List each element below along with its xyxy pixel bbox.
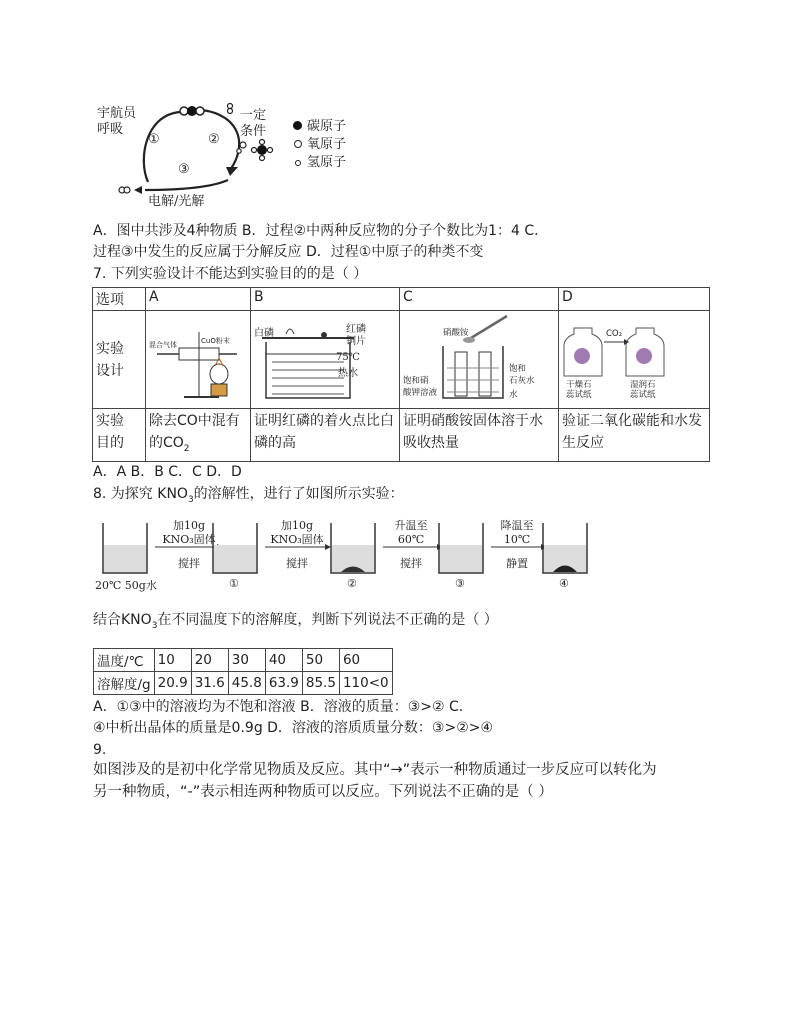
step-1: ①: [148, 132, 160, 147]
q9-line2: 另一种物质，“-”表示相连两种物质可以反应。下列说法不正确的是（ ）: [93, 784, 553, 800]
q7-header-row: [93, 288, 710, 311]
astronaut-label: 宇航员 呼吸: [97, 106, 137, 137]
design-a: 混合气体 CuO粉末: [146, 311, 251, 409]
step-2: ②: [208, 132, 220, 147]
q9-line1: 如图涉及的是初中化学常见物质及反应。其中“→”表示一种物质通过一步反应可以转化为: [93, 762, 657, 778]
legend-carbon: 碳原子: [293, 118, 346, 136]
q7-table: [92, 287, 710, 462]
solubility-row: 溶解度/g 20.9 31.6 45.8 63.9 85.5 110<0: [94, 672, 393, 695]
beaker-1: [213, 523, 257, 573]
beaker-3: [439, 523, 483, 573]
legend-hydrogen: 氢原子: [293, 154, 346, 172]
design-label: 实验设计: [93, 311, 146, 409]
purpose-d: 验证二氧化碳能和水发生反应: [559, 409, 710, 462]
arrow-head-3: [134, 186, 142, 194]
design-b: 白磷 红磷 铜片 75℃ 热水: [251, 311, 400, 409]
solubility-table: [93, 648, 393, 695]
cycle-arc-3: [145, 180, 228, 190]
q8-options-line2: ④中析出晶体的质量是0.9g D．溶液的溶质质量分数：③>②>④: [93, 720, 494, 736]
q7-design-row: [93, 311, 710, 409]
temperature-row: 温度/℃ 10 20 30 40 50 60: [94, 649, 393, 672]
condition-label: 一定 条件: [240, 108, 267, 139]
header-c: C: [400, 288, 559, 311]
q9-number: 9.: [93, 742, 107, 758]
beaker-start: [103, 523, 147, 573]
q6-cycle-figure: [90, 100, 390, 210]
q7-stem: 7. 下列实验设计不能达到实验目的的是（ ）: [93, 266, 368, 282]
legend-oxygen: 氧原子: [293, 136, 346, 154]
header-option: 选项: [93, 288, 146, 311]
ch4-molecule: [252, 140, 273, 161]
purpose-label: 实验目的: [93, 409, 146, 462]
q6-options-line2: 过程③中发生的反应属于分解反应 D．过程①中原子的种类不变: [93, 244, 484, 260]
q8-prompt: 结合$KNO_3$在不同温度下的溶解度，判断下列说法不正确的是（ ）: [93, 612, 498, 631]
h2-molecule-bottom: [119, 187, 130, 193]
design-d: CO₂ 干燥石 蕊试纸 湿润石 蕊试纸: [559, 311, 710, 409]
co2-molecule: [180, 106, 204, 116]
design-c: 硝酸铵 饱和硝 酸钾溶液 饱和 石灰水 水: [400, 311, 559, 409]
electrolysis-label: 电解/光解: [148, 194, 205, 209]
start-label: 20℃ 50g水: [95, 579, 157, 592]
q8-experiment-figure: 加10g KNO₃固体 搅拌 加10g KNO₃固体 搅拌 升温至 60℃ 搅拌 降温至 10℃ 静置 20℃ 50g水 ① ② ③ ④: [95, 515, 595, 595]
beaker-2: [331, 523, 375, 573]
purpose-c: 证明硝酸铵固体溶于水吸收热量: [400, 409, 559, 462]
purpose-b: 证明红磷的着火点比白磷的高: [251, 409, 400, 462]
beaker-4: [543, 523, 587, 573]
header-d: D: [559, 288, 710, 311]
q8-options-line1: A．①③中的溶液均为不饱和溶液 B．溶液的质量：③>② C．: [93, 699, 473, 715]
q8-stem: 8. 为探究 $KNO_3$的溶解性，进行了如图所示实验：: [93, 486, 404, 505]
purpose-a: 除去CO中混有 的$CO_2$: [146, 409, 251, 462]
q6-options-line1: A．图中共涉及4种物质 B．过程②中两种反应物的分子个数比为1：4 C．: [93, 223, 549, 239]
cycle-arc-1: [144, 112, 180, 182]
legend: [293, 118, 346, 172]
q7-purpose-row: [93, 409, 710, 462]
arrow-head-2: [226, 167, 238, 176]
q7-options: A．A B．B C．C D．D: [93, 464, 242, 480]
header-b: B: [251, 288, 400, 311]
h2-molecule-top: [228, 104, 233, 114]
step-3: ③: [178, 162, 190, 177]
header-a: A: [146, 288, 251, 311]
